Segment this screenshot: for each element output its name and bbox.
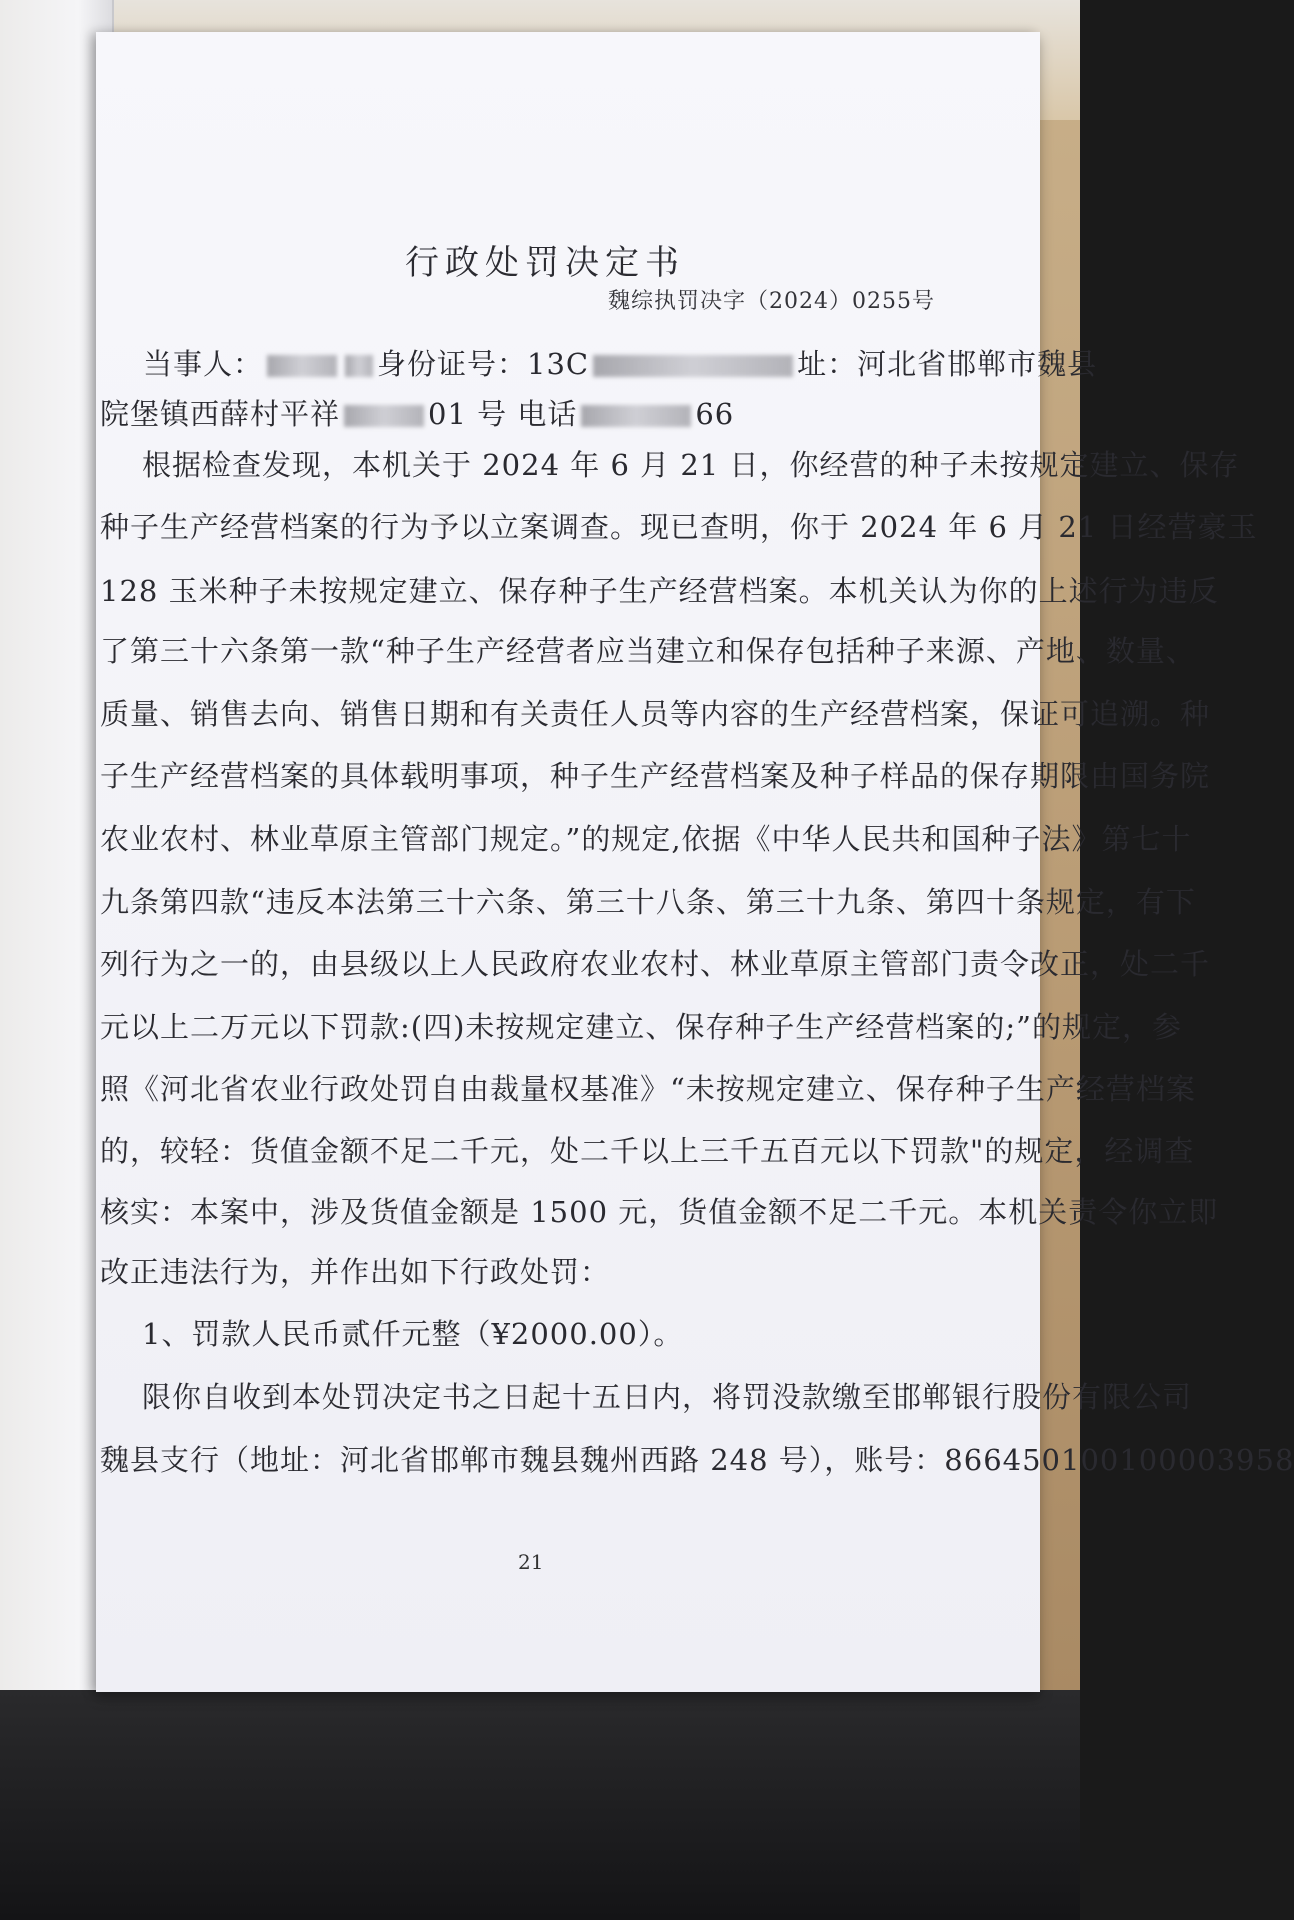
phone-tail: 66 [695,397,735,431]
id-number-label: 身份证号：13C [377,347,590,381]
body-line: 列行为之一的，由县级以上人民政府农业农村、林业草原主管部门责令改正，处二千 [100,947,1211,981]
body-line: 魏县支行（地址：河北省邯郸市魏县魏州西路 248 号），账号：866450100100003958 [100,1443,1294,1477]
body-line: 限你自收到本处罚决定书之日起十五日内，将罚没款缴至邯郸银行股份有限公司 [142,1380,1193,1414]
redaction-block [344,405,424,427]
dark-foreground [0,1690,1080,1920]
redaction-block [581,405,691,427]
body-line: 农业农村、林业草原主管部门规定。”的规定,依据《中华人民共和国种子法》第七十 [100,822,1192,856]
redaction-block [345,355,373,377]
party-line [143,347,1098,381]
party-label: 当事人： [143,347,264,381]
body-line: 128 玉米种子未按规定建立、保存种子生产经营档案。本机关认为你的上述行为违反 [100,574,1219,608]
body-line: 核实：本案中，涉及货值金额是 1500 元，货值金额不足二千元。本机关责令你立即 [100,1195,1219,1229]
address-line [100,397,735,431]
redaction-block [267,355,337,377]
body-line: 的，较轻：货值金额不足二千元，处二千以上三千五百元以下罚款"的规定，经调查 [100,1134,1195,1168]
house-number-text: 01 号 电话 [428,397,578,431]
document-number: 魏综执罚决字（2024）0255号 [608,289,935,314]
body-line: 种子生产经营档案的行为予以立案调查。现已查明，你于 2024 年 6 月 21 日经营豪玉 [100,510,1258,544]
body-line: 质量、销售去向、销售日期和有关责任人员等内容的生产经营档案，保证可追溯。种 [100,697,1211,731]
body-line: 改正违法行为，并作出如下行政处罚： [100,1255,611,1289]
body-line: 元以上二万元以下罚款:(四)未按规定建立、保存种子生产经营档案的;”的规定，参 [100,1010,1182,1044]
penalty-item: 1、罚款人民币贰仟元整（¥2000.00）。 [142,1317,684,1351]
body-line: 了第三十六条第一款“种子生产经营者应当建立和保存包括种子来源、产地、数量、 [100,634,1196,668]
body-line: 照《河北省农业行政处罚自由裁量权基准》“未按规定建立、保存种子生产经营档案 [100,1072,1196,1106]
address-text: 院堡镇西薛村平祥 [100,397,341,431]
body-line: 九条第四款“违反本法第三十六条、第三十八条、第三十九条、第四十条规定，有下 [100,885,1196,919]
redaction-block [593,355,793,377]
document-title: 行政处罚决定书 [405,243,685,283]
body-line: 根据检查发现，本机关于 2024 年 6 月 21 日，你经营的种子未按规定建立、保存 [142,448,1240,482]
page-number: 21 [518,1550,544,1574]
address-label: 址：河北省邯郸市魏县 [797,347,1098,381]
body-line: 子生产经营档案的具体载明事项，种子生产经营档案及种子样品的保存期限由国务院 [100,759,1211,793]
